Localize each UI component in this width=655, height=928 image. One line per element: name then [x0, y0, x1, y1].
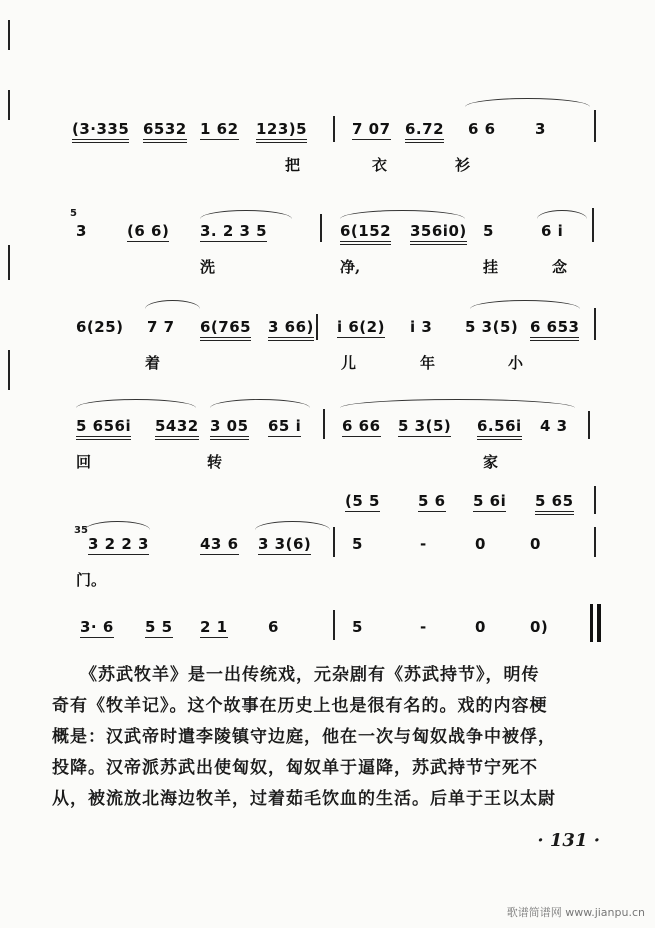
note-group: -	[420, 535, 427, 553]
barline	[316, 314, 318, 340]
note-group: (3·335	[72, 120, 129, 143]
left-margin-rule	[8, 20, 10, 50]
barline	[333, 527, 335, 557]
barline	[594, 110, 596, 142]
note-group: 5 3(5)	[465, 318, 519, 336]
note-group: (6 6)	[127, 222, 170, 240]
prose-line: 从，被流放北海边牧羊，过着茹毛饮血的生活。后单于王以太尉	[52, 789, 556, 809]
lyric: 洗	[200, 258, 216, 276]
note-group: 3· 6	[80, 618, 114, 636]
lyric: 小	[508, 354, 524, 372]
note-group: 3 05	[210, 417, 249, 440]
note-group: 5 65	[535, 492, 574, 515]
prose-line: 《苏武牧羊》是一出传统戏，元杂剧有《苏武持节》，明传	[80, 665, 540, 685]
note-group: 2 1	[200, 618, 228, 636]
note-group: 3 2 2 3	[88, 535, 149, 553]
lyric: 家	[483, 453, 499, 471]
barline	[320, 214, 322, 242]
note-group: i 6(2)	[337, 318, 385, 336]
barline	[592, 208, 594, 242]
note-group: 4 3	[540, 417, 568, 435]
left-margin-rule	[8, 90, 10, 120]
note-group: 5 656i	[76, 417, 131, 440]
note-group: 5 6i	[473, 492, 507, 510]
lyric: 回	[76, 453, 92, 471]
score-line-5	[0, 525, 655, 625]
note-group: 6.56i	[477, 417, 522, 440]
final-barline	[590, 604, 593, 642]
barline	[333, 116, 335, 142]
prose-paragraph	[52, 660, 610, 815]
score-line-3	[0, 318, 655, 408]
note-group: 6 i	[541, 222, 564, 240]
barline	[594, 486, 596, 514]
page-number: · 131 ·	[537, 830, 600, 851]
barline	[594, 308, 596, 340]
note-group: 7 07	[352, 120, 391, 138]
grace-note: 5	[70, 208, 77, 219]
score-line-5-upper	[0, 492, 655, 522]
note-group: 6(765	[200, 318, 251, 341]
note-group: 5 6	[418, 492, 446, 510]
barline	[594, 527, 596, 557]
watermark: 歌谱简谱网 www.jianpu.cn	[506, 906, 645, 919]
note-group: 6.72	[405, 120, 444, 143]
barline	[323, 409, 325, 439]
note-group: 3	[535, 120, 546, 138]
note-group: 6 6	[468, 120, 496, 138]
lyric: 转	[207, 453, 223, 471]
lyric: 衫	[455, 156, 471, 174]
lyric: 衣	[372, 156, 388, 174]
lyric: 年	[420, 354, 436, 372]
note-group: 6(152	[340, 222, 391, 245]
note-group: 5	[483, 222, 494, 240]
note-group: 6	[268, 618, 279, 636]
note-group: 0)	[530, 618, 549, 636]
lyric: 把	[285, 156, 301, 174]
prose-line: 概是：汉武帝时遣李陵镇守边庭，他在一次与匈奴战争中被俘，	[52, 727, 556, 747]
note-group: 356i0)	[410, 222, 467, 245]
note-group: 65 i	[268, 417, 302, 435]
prose-line: 奇有《牧羊记》。这个故事在历史上也是很有名的。戏的内容梗	[52, 696, 548, 716]
note-group: 3	[76, 222, 87, 240]
barline	[588, 411, 590, 439]
barline	[333, 610, 335, 640]
note-group: 7 7	[147, 318, 175, 336]
note-group: 5432	[155, 417, 199, 440]
note-group: 6(25)	[76, 318, 124, 336]
note-group: 6532	[143, 120, 187, 143]
note-group: 0	[530, 535, 541, 553]
note-group: 5	[352, 618, 363, 636]
final-barline	[597, 604, 601, 642]
score-line-2	[0, 208, 655, 312]
lyric: 着	[145, 354, 161, 372]
note-group: 6 653	[530, 318, 579, 341]
note-group: 43 6	[200, 535, 239, 553]
note-group: 3. 2 3 5	[200, 222, 268, 240]
lyric: 念	[552, 258, 568, 276]
note-group: 0	[475, 535, 486, 553]
prose-line: 投降。汉帝派苏武出使匈奴，匈奴单于逼降，苏武持节宁死不	[52, 758, 538, 778]
note-group: 123)5	[256, 120, 307, 143]
note-group: 6 66	[342, 417, 381, 435]
note-group: 5 3(5)	[398, 417, 452, 435]
lyric: 儿	[341, 354, 357, 372]
note-group: -	[420, 618, 427, 636]
lyric: 门。	[76, 571, 107, 589]
note-group: 3 3(6)	[258, 535, 312, 553]
note-group: i 3	[410, 318, 433, 336]
note-group: 5	[352, 535, 363, 553]
note-group: 1 62	[200, 120, 239, 138]
note-group: 0	[475, 618, 486, 636]
lyric: 挂	[483, 258, 499, 276]
note-group: 5 5	[145, 618, 173, 636]
grace-note: 35	[74, 525, 88, 536]
lyric: 净,	[340, 258, 361, 276]
note-group: 3 66)	[268, 318, 314, 341]
score-line-1	[0, 120, 655, 210]
note-group: (5 5	[345, 492, 380, 510]
